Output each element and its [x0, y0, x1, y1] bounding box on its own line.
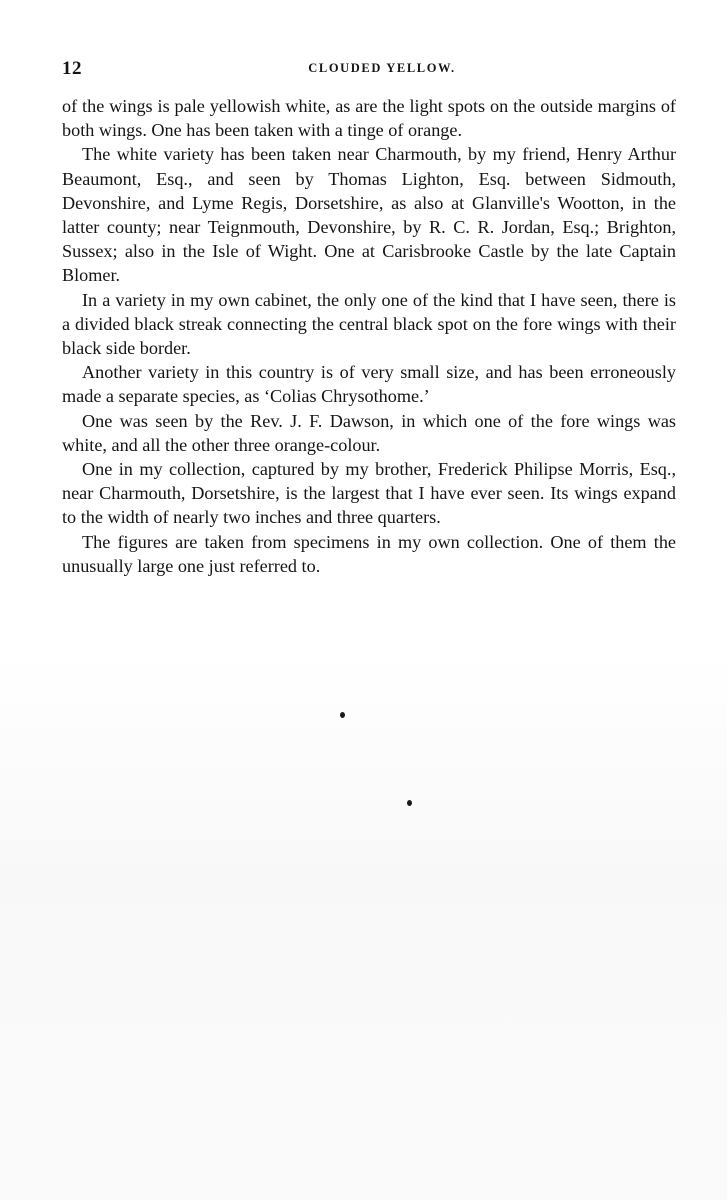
- running-head: CLOUDED YELLOW.: [308, 61, 456, 75]
- page-number: 12: [62, 58, 82, 79]
- body-text: [62, 94, 676, 578]
- paragraph-6: One in my collection, captured by my brother, Frederick Philipse Morris, Esq., near Charmouth, Dorsetshire, is the largest that I have ever seen. Its wings expand to the width of nearly two inches and three quarters.: [62, 459, 676, 528]
- paragraph-3: In a variety in my own cabinet, the only one of the kind that I have seen, there is a divided black streak connecting the central black spot on the fore wings with their black side border.: [62, 289, 676, 359]
- page-header: [62, 58, 682, 80]
- paragraph-5: One was seen by the Rev. J. F. Dawson, in which one of the fore wings was white, and all the other three orange-colour.: [62, 410, 676, 455]
- show-through-background: [0, 650, 727, 1200]
- ink-speck: [407, 800, 412, 806]
- ink-speck: [340, 712, 345, 718]
- paragraph-2: The white variety has been taken near Charmouth, by my friend, Henry Arthur Beaumont, Esq., and seen by Thomas Lighton, Esq. between Sidmouth, Devonshire, and Lyme Regis, Dorsetshire, as also at Glanville's Wootton, in the latter county; near Teignmouth, Devonshire, by R. C. R. Jordan, Esq.; Brighton, Sussex; also in the Isle of Wight. One at Carisbrooke Castle by the late Captain Blomer.: [62, 144, 676, 286]
- paragraph-7: The figures are taken from specimens in my own collection. One of them the unusually large one just referred to.: [62, 531, 676, 576]
- paragraph-4: Another variety in this country is of very small size, and has been erroneously made a separate species, as ‘Colias Chrysothome.’: [62, 362, 676, 407]
- paragraph-1: of the wings is pale yellowish white, as are the light spots on the outside margins of both wings. One has been taken with a tinge of orange.: [62, 96, 676, 141]
